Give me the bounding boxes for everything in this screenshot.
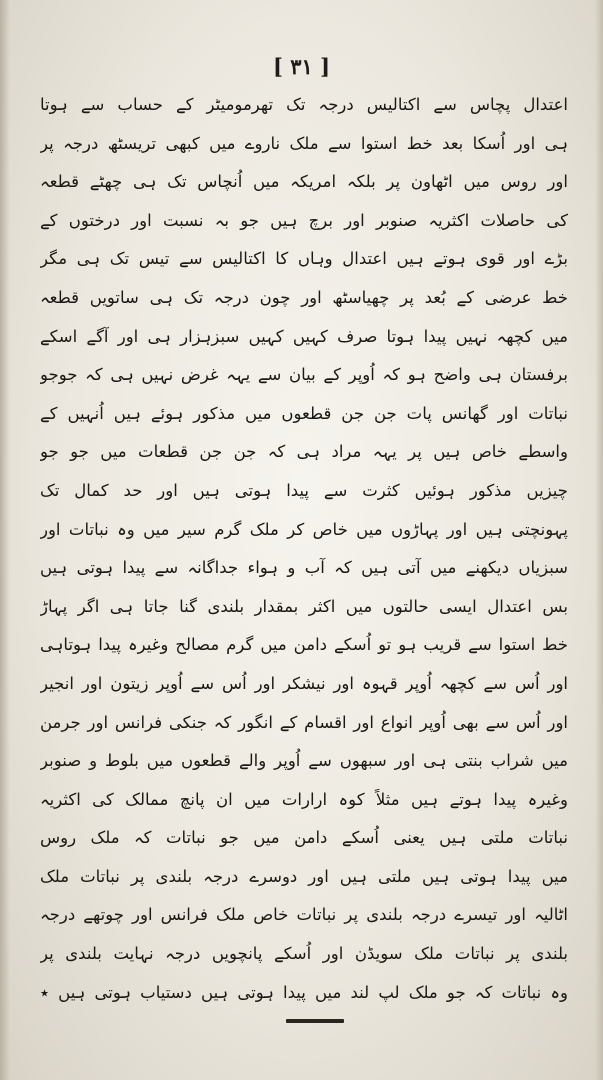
text-line: بلندی پر نباتات ملک سویڈن اور اُسکے پانچویں درجہ نہایت بلندی پر [40,944,568,964]
text-line: چیزیں مذکور ہوئیں کثرت سے پیدا ہوتی ہیں اور حد کمال تک [40,480,568,500]
page-number: [ ٣١ ] [272,54,331,79]
text-line: اٹالیہ اور تیسرے درجہ بلندی پر نباتات خاص ملک فرانس اور چوتھے درجہ [40,905,568,925]
text-line: پہونچتی ہیں اور پہاڑوں میں خاص کر ملک گرم سیر میں وہ نباتات اور [40,519,568,539]
text-line: وہ نباتات کہ جو ملک لپ لند میں پیدا ہوتی ہیں دستیاب ہوتی ہیں ٭ [40,982,568,1002]
text-line: بس اعتدال ایسی حالتوں میں اکثر بمقدار بلندی گنا جاتا ہی اگر پہاڑ [40,596,568,616]
end-rule [286,1019,344,1023]
text-line: سبزیاں دیکھنے میں آتی ہیں کہ آب و ہواء جداگانہ سے پیدا ہوتی ہیں [40,558,568,578]
text-line: اعتدال پچاس سے اکتالیس درجہ تک تھرمومیٹر کے حساب سے ہوتا [40,95,568,114]
text-line: اور اُس سے کچھہ اُوپر قہوہ اور نیشکر اور اُس سے اُوپر زیتون اور انجیر [40,673,568,693]
page-shadow-right [595,0,603,1080]
text-line: خط عرضی کے بُعد پر چھیاسٹھ اور چون درجہ تک ہی ساتویں قطعہ [40,287,568,307]
text-line: خط استوا سے قریب ہو تو اُسکے دامن میں گرم مصالح وغیرہ پیدا ہوتاہی [40,635,568,655]
page-shadow-left [0,0,10,1080]
text-line: کی حاصلات اکثریہ صنوبر اور برچ ہیں جو بہ نسبت اور درختوں کے [40,210,568,230]
text-line: واسطے خاص ہیں پر یہہ مراد ہی کہ جن جن قطعات میں جو جو [40,442,568,462]
body-text [40,86,568,1012]
text-line: وغیرہ پیدا ہوتے ہیں مثلاً کوہ ارارات میں ان پانچ ممالک کی اکثریہ [40,789,568,809]
text-line: بڑے اور قوی ہوتے ہیں اعتدال وہاں کا اکتالیس سے تیس تک ہی مگر [40,249,568,269]
text-line: اور اُس سے بھی اُوپر انواع اور اقسام کے انگور کہ جنکی فرانس اور جرمن [40,712,568,732]
text-line: میں کچھہ نہیں پیدا ہوتا صرف کہیں کہیں سبزہزار ہی اور آگے اسکے [40,326,568,346]
text-line: ہی اور اُسکا بعد خط استوا سے ملک ناروے میں کبھی تریسٹھ درجہ پر [40,133,568,153]
text-line: نباتات اور گھانس پات جن جن قطعوں میں مذکور ہوئے ہیں اُنہیں کے [40,403,568,423]
text-line: برفستان ہی واضح ہو کہ اُوپر کے بیان سے یہہ غرض نہیں ہی کہ جوجو [40,365,568,385]
text-line: نباتات ملتی ہیں یعنی اُسکے دامن میں جو نباتات کہ ملک روس [40,828,568,848]
text-line: میں شراب بنتی ہی اور سبھوں سے اُوپر والے قطعوں میں بلوط و صنوبر [40,751,568,771]
text-line: میں پیدا ہوتی ہیں ملتی ہیں اور دوسرے درجہ بلندی پر نباتات ملک [40,866,568,886]
text-line: اور روس میں اٹھاون پر بلکہ امریکہ میں اُنچاس تک ہی چھٹے قطعہ [40,172,568,192]
